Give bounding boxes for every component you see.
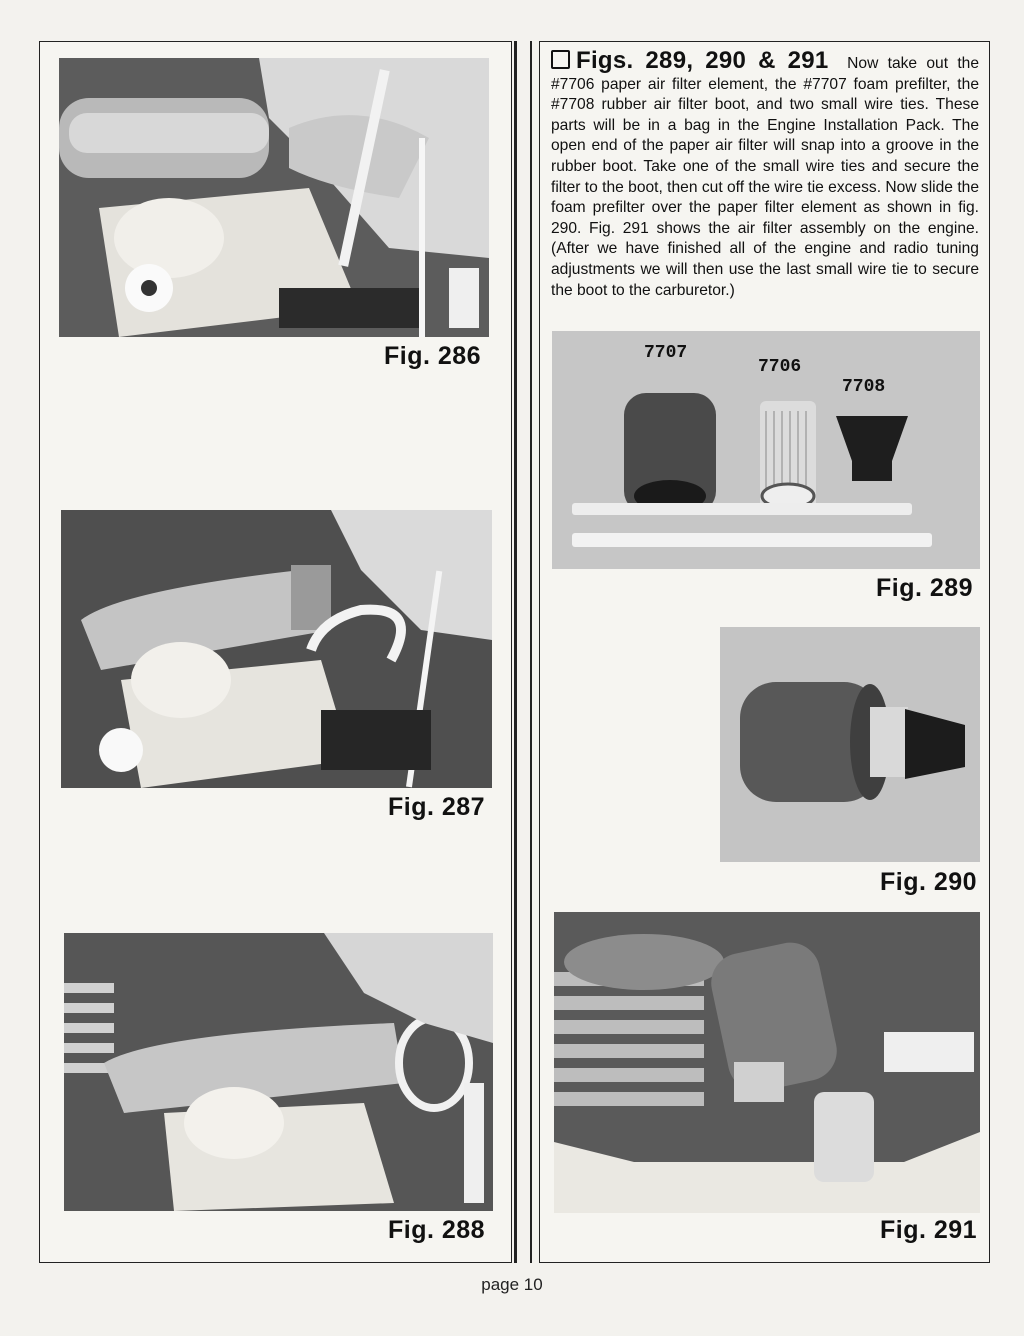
fig-290-photo [720,627,980,862]
fig-288-photo [64,933,493,1211]
fig-286-photo [59,58,489,337]
part-label-7708: 7708 [842,377,886,397]
fig-287-caption: Fig. 287 [388,793,486,821]
fig-291-photo [554,912,980,1213]
fig-291-caption: Fig. 291 [880,1216,978,1244]
part-label-7706: 7706 [758,357,802,377]
fig-289-caption: Fig. 289 [876,574,974,602]
checkbox-icon[interactable] [551,50,570,69]
fig-288-caption: Fig. 288 [388,1216,486,1244]
instruction-body: Now take out the #7706 paper air filter element, the #7707 foam prefilter, the #7708 rubber air filter boot, and two small wire ties. These parts will be in a bag in the Engine Installation Pack. The open end of the paper air filter will snap into a groove in the rubber boot. Take one of the small wire ties and secure the filter to the boot, then cut off the wire tie excess. Now slide the foam prefilter over the paper filter element as shown in fig. 290. Fig. 291 shows the air filter assembly on the engine. (After we have finished all of the engine and radio tuning adjustments we will then use the last small wire tie to secure the boot to the carburetor.) [551,55,979,299]
fig-289-photo [552,331,980,569]
fig-287-photo [61,510,492,788]
part-label-7707: 7707 [644,343,688,363]
center-divider-left [514,41,517,1263]
instruction-heading: Figs. 289, 290 & 291 [576,47,829,74]
center-divider-right [530,41,532,1263]
fig-286-caption: Fig. 286 [384,342,482,370]
instruction-text [551,47,979,301]
page-number: page 10 [481,1275,543,1294]
fig-290-caption: Fig. 290 [880,868,978,896]
